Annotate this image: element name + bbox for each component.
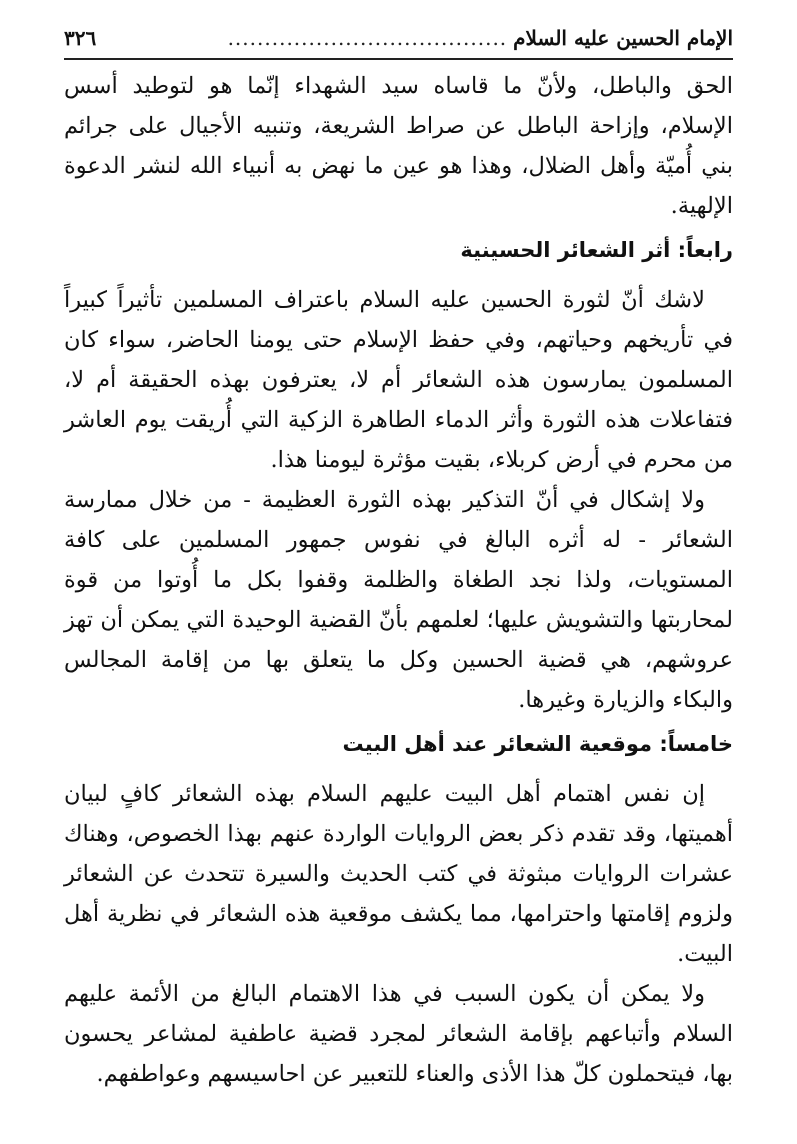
paragraph-3: ولا إشكال في أنّ التذكير بهذه الثورة العظيمة - من خلال ممارسة الشعائر - له أثره البالغ في نفوس جمهور المسلمين على كافة المستويات، ولذا نجد الطغاة والظلمة وقفوا بكل ما أُوتوا من قوة لمحاربتها والتشويش عليها؛ لعلمهم بأنّ القضية الوحيدة التي يمكن أن تهز عروشهم، هي قضية الحسين وكل ما يتعلق بها من إقامة المجالس والبكاء والزيارة وغيرها.	[64, 487, 733, 713]
paragraph-2: لاشك أنّ لثورة الحسين عليه السلام باعتراف المسلمين تأثيراً كبيراً في تأريخهم وحياتهم، وفي حفظ الإسلام حتى يومنا الحاضر، سواء كان المسلمون يمارسون هذه الشعائر أم لا، يعترفون بهذه الحقيقة أم لا، فتفاعلات هذه الثورة وأثر الدماء الطاهرة الزكية التي أُريقت يوم العاشر من محرم في أرض كربلاء، بقيت مؤثرة ليومنا هذا.	[64, 287, 733, 473]
section-heading-5: خامساً: موقعية الشعائر عند أهل البيت	[342, 732, 733, 756]
paragraph-4: إن نفس اهتمام أهل البيت عليهم السلام بهذه الشعائر كافٍ لبيان أهميتها، وقد تقدم ذكر بعض الروايات الواردة عنهم بهذا الخصوص، وهناك عشرات الروايات مبثوثة في كتب الحديث والسيرة تتحدث عن الشعائر ولزوم إقامتها واحترامها، مما يكشف موقعية هذه الشعائر في نظرية أهل البيت.	[64, 781, 733, 967]
page-number: ٣٢٦	[64, 26, 97, 50]
paragraph-1: الحق والباطل، ولأنّ ما قاساه سيد الشهداء إنّما هو لتوطيد أسس الإسلام، وإزاحة الباطل عن صراط الشريعة، وتنبيه الأجيال على جرائم بني أُميّة وأهل الضلال، وهذا هو عين ما نهض به أنبياء الله لنشر الدعوة الإلهية.	[64, 73, 733, 219]
header-title: الإمام الحسين عليه السلام	[513, 26, 733, 50]
page-header	[64, 18, 733, 60]
section-heading-4: رابعاً: أثر الشعائر الحسينية	[460, 238, 733, 262]
paragraph-5: ولا يمكن أن يكون السبب في هذا الاهتمام البالغ من الأئمة عليهم السلام وأتباعهم بإقامة الشعائر لمجرد قضية عاطفية لمشاعر يحسون بها، فيتحملون كلّ هذا الأذى والعناء للتعبير عن احاسيسهم وعواطفهم.	[64, 981, 733, 1087]
page-body	[64, 66, 733, 1094]
header-dots: ......................................	[227, 26, 508, 50]
